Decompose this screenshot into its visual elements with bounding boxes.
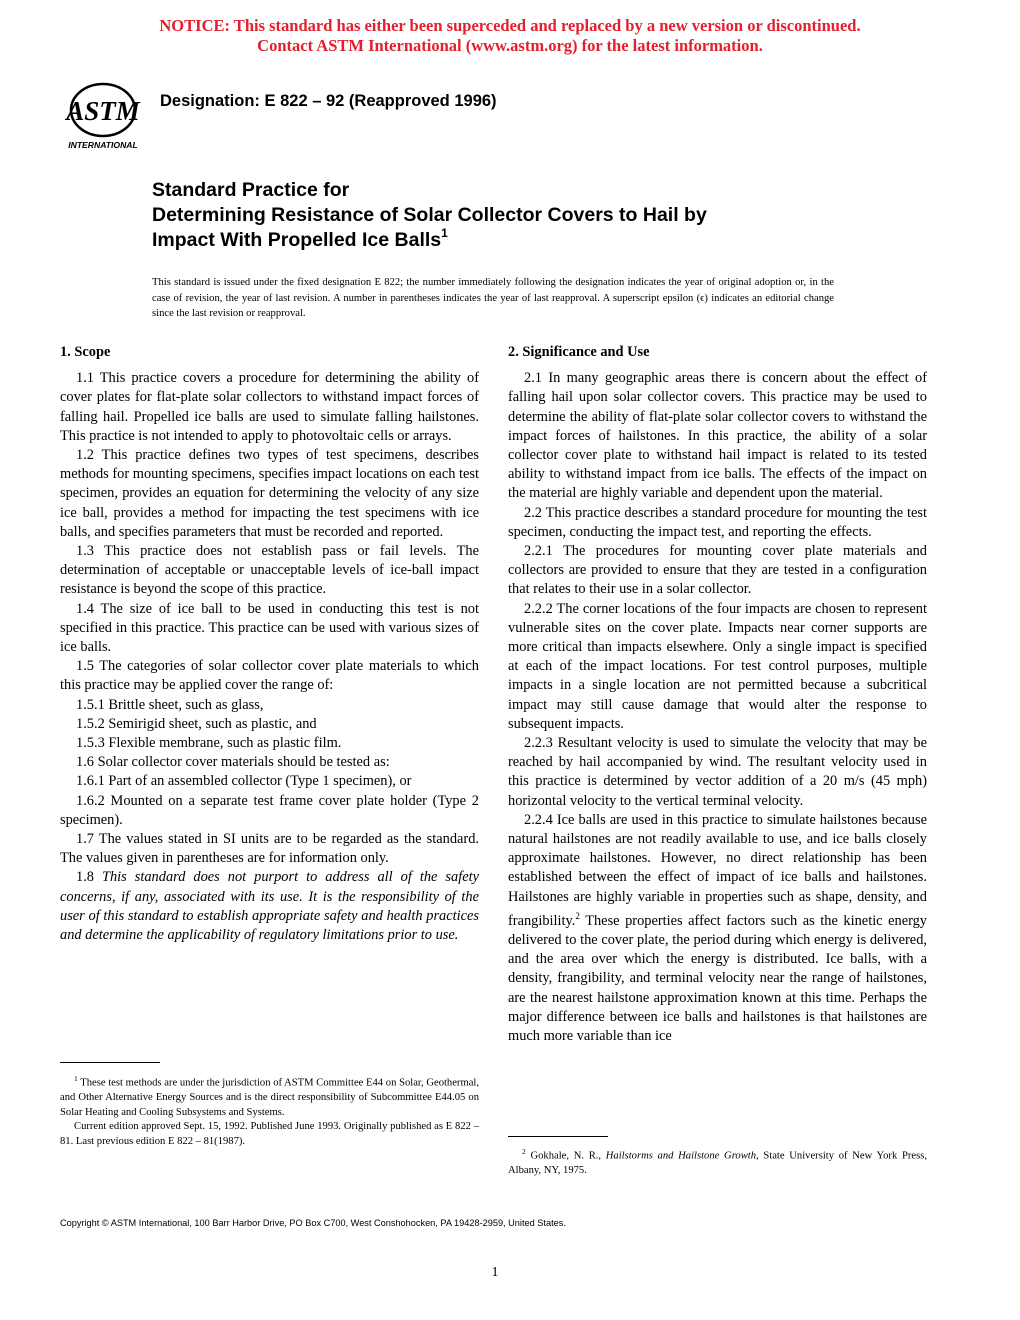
astm-logo (60, 80, 146, 152)
para-2-2: 2.2 This practice describes a standard procedure for mounting the test specimen, conducting the impact test, and reporting the effects. (508, 504, 927, 540)
footnote-1-body: These test methods are under the jurisdiction of ASTM Committee E44 on Solar, Geothermal, and Other Alternative Energy Sources and is the direct responsibility of Subcommittee E44.05 on Solar Heating and Cooling Subsystems and Systems. (60, 1077, 479, 1118)
para-1-1: 1.1 This practice covers a procedure for determining the ability of cover plates for flat-plate solar collectors to withstand impact forces of falling hail. Propelled ice balls are used to simulate falling hailstones. This practice is not intended to apply to photovoltaic cells or arrays. (60, 370, 479, 444)
footnote-2-title: Hailstorms and Hailstone Growth, (605, 1150, 759, 1162)
para-1-5: 1.5 The categories of solar collector cover plate materials to which this practice may be applied cover the range of: (60, 658, 479, 694)
notice-line-1: NOTICE: This standard has either been superceded and replaced by a new version or discontinued. (159, 16, 861, 35)
para-1-8-text: This standard does not purport to address all of the safety concerns, if any, associated with its use. It is the responsibility of the user of this standard to establish appropriate safety and health practices and determine the applicability of regulatory limitations prior to use. (60, 869, 479, 944)
astm-logo-sublabel: INTERNATIONAL (68, 140, 138, 150)
footnote-2 (508, 1145, 927, 1179)
para-2-1: 2.1 In many geographic areas there is concern about the effect of falling hail upon solar collector covers. This practice may be used to determine the ability of flat-plate solar collector covers to withstand the impact forces of hailstones. In this practice, the ability of a solar collector cover plate to withstand hail impact is related to its tested ability to withstand impact from ice balls. The effects of the impact on the material are highly variable and dependent upon the material. (508, 370, 927, 502)
para-1-6-1: 1.6.1 Part of an assembled collector (Type 1 specimen), or (76, 773, 412, 790)
para-2-2-3: 2.2.3 Resultant velocity is used to simulate the velocity that may be reached by hail accompanied by wind. The resultant velocity used in this practice is determined by vector addition of a 20 m/s (45 mph) horizontal velocity to the vertical terminal velocity. (508, 735, 927, 809)
title-line-1: Standard Practice for (152, 179, 350, 201)
copyright: Copyright © ASTM International, 100 Barr Harbor Drive, PO Box C700, West Conshohocken, PA 19428-2959, United States. (60, 1218, 566, 1228)
title-line-3-text: Impact With Propelled Ice Balls (152, 229, 442, 251)
para-2-2-4-text-b: These properties affect factors such as the kinetic energy delivered to the cover plate, the period during which energy is delivered, and the area over which the energy is distributed. Ice balls, with a density, frangibility, and terminal velocity near the range of hailstones, are the nearest hailstone approximation known at this time. Perhaps the major difference between ice balls and hailstones is that hailstones are much more variable than ice (508, 912, 927, 1044)
para-1-8-number: 1.8 (76, 869, 94, 886)
title-footnote-ref: 1 (441, 225, 448, 240)
section-2-heading: 2. Significance and Use (508, 344, 650, 360)
footnote-1-text (60, 1072, 479, 1120)
title-line-2: Determining Resistance of Solar Collector Covers to Hail by (152, 204, 707, 226)
title-line-3 (152, 225, 892, 253)
footnote-1-edition: Current edition approved Sept. 15, 1992. Published June 1993. Originally published as E 822 – 81. Last previous edition E 822 – 81(1987). (60, 1121, 479, 1147)
para-1-5-1: 1.5.1 Brittle sheet, such as glass, (76, 696, 264, 713)
para-2-2-4 (508, 811, 927, 1046)
designation: Designation: E 822 – 92 (Reapproved 1996) (160, 92, 497, 110)
footnote-2-rest: State University of New York Press, Albany, NY, 1975. (508, 1150, 927, 1177)
para-2-2-2: 2.2.2 The corner locations of the four impacts are chosen to represent vulnerable sites on the cover plate. Impacts near corner supports are more critical than impacts elsewhere. Only a single impact is specified at each of the impact locations. For test control purposes, multiple impacts in a single location are not permitted because a subcritical impact may still cause damage that would alter the response to subsequent impacts. (508, 600, 927, 732)
footnote-2-ref: 2 (522, 1147, 526, 1156)
footnote-1 (60, 1072, 479, 1150)
para-1-6-2: 1.6.2 Mounted on a separate test frame cover plate holder (Type 2 specimen). (60, 792, 479, 828)
para-2-2-4-text-a: 2.2.4 Ice balls are used in this practice to simulate hailstones because natural hailstones are not readily available to use, and ice balls closely approximate hailstones. However, no direct relationship has been established between the effect of impact of ice balls and hailstones. Hailstones are highly variable in properties such as shape, density, and frangibility. (508, 811, 927, 929)
para-1-4: 1.4 The size of ice ball to be used in conducting this test is not specified in this practice. This practice can be used with various sizes of ice balls. (60, 600, 479, 656)
document-title (152, 178, 892, 253)
section-1-heading: 1. Scope (60, 344, 111, 360)
para-1-6: 1.6 Solar collector cover materials should be tested as: (76, 754, 390, 771)
footnote-rule-right (508, 1136, 608, 1137)
footnote-rule-left (60, 1062, 160, 1063)
para-1-8 (60, 868, 479, 945)
para-1-2: 1.2 This practice defines two types of test specimens, describes methods for mounting specimens, specifies impact locations on each test specimen, provides an equation for determining the velocity of any size ice ball, provides a method for impacting the test specimens with ice balls, and specifies parameters that must be recorded and reported. (60, 447, 479, 540)
para-1-3: 1.3 This practice does not establish pass or fail levels. The determination of acceptable or unacceptable levels of ice-ball impact resistance is beyond the scope of this practice. (60, 543, 479, 598)
astm-logo-letters: ASTM (66, 96, 140, 126)
footnote-2-text (508, 1145, 927, 1179)
para-1-5-3: 1.5.3 Flexible membrane, such as plastic film. (76, 735, 342, 752)
para-2-2-1: 2.2.1 The procedures for mounting cover plate materials and collectors are provided to ensure that they are tested in a configuration that relates to their use in a solar collector. (508, 543, 927, 598)
para-2-2-4-footnote-ref: 2 (575, 910, 580, 921)
para-1-5-2: 1.5.2 Semirigid sheet, such as plastic, and (76, 715, 317, 732)
notice-line-2: Contact ASTM International (www.astm.org) for the latest information. (257, 36, 763, 55)
column-left (60, 343, 479, 945)
issued-note: This standard is issued under the fixed designation E 822; the number immediately following the designation indicates the year of original adoption or, in the case of revision, the year of last revision. A number in parentheses indicates the year of last reapproval. A superscript epsilon (ϵ) indicates an editorial change since the last revision or reapproval. (152, 277, 834, 319)
column-right (508, 343, 927, 1046)
astm-logo-mark (64, 84, 141, 136)
footnote-1-ref: 1 (74, 1074, 78, 1083)
page-number: 1 (491, 1265, 499, 1280)
footnote-2-author: Gokhale, N. R., (530, 1150, 602, 1162)
para-1-7: 1.7 The values stated in SI units are to be regarded as the standard. The values given in parentheses are for information only. (60, 831, 479, 867)
